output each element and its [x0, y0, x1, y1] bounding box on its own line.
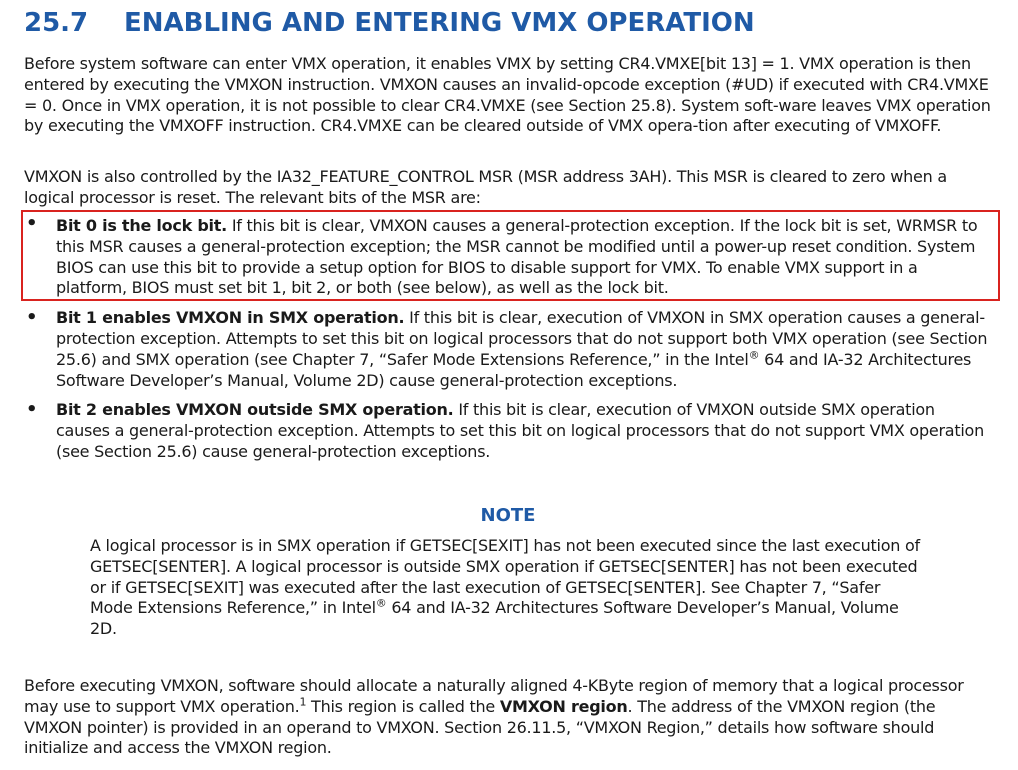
bit0-lead: Bit 0 is the lock bit.	[56, 216, 227, 235]
note-text: A logical processor is in SMX operation if GETSEC[SEXIT] has not been executed since the last execution of GETSEC[SENTER]. A logical processor is outside SMX operation if GETSEC[SENTER] has not been executed or if GETSEC[SEXIT] was executed after the last execution of GETSEC[SENTER]. See Chapter 7, “Safer Mode Extensions Reference,” in Intel	[90, 536, 920, 618]
note-title: NOTE	[480, 505, 536, 526]
vmxon-region-term: VMXON region	[499, 696, 628, 716]
registered-mark: ®	[748, 348, 760, 362]
para3-text-end: . The address of the VMXON region (the VMXON pointer) is provided in an operand to VMXON. Section 26.11.5, “VMXON Region,” details how software should initialize and access the VMXON region.	[24, 696, 936, 758]
para3-text-cont: This region is called the	[306, 696, 500, 716]
paragraph-intro: Before system software can enter VMX operation, it enables VMX by setting CR4.VMXE[bit 13] = 1. VMX operation is then entered by executing the VMXON instruction. VMXON causes an invalid-opcode exception (#UD) if executed with CR4.VMXE = 0. Once in VMX operation, it is not possible to clear CR4.VMXE (see Section 25.8). System soft-ware leaves VMX operation by executing the VMXOFF instruction. CR4.VMXE can be cleared outside of VMX opera-tion after executing of VMXOFF.	[24, 54, 991, 136]
section-number: 25.7	[24, 8, 89, 38]
bullet-glyph: •	[26, 399, 38, 421]
bit1-lead: Bit 1 enables VMXON in SMX operation.	[56, 308, 405, 328]
bullet-glyph: •	[26, 213, 38, 234]
bit1-text: If this bit is clear, execution of VMXON in SMX operation causes a general-protection exception. Attempts to set this bit on logical processors that do not support both VMX operation (see Section 25.6) and SMX operation (see Chapter 7, “Safer Mode Extensions Reference,” in the Intel	[56, 308, 988, 369]
bullet-glyph: •	[26, 307, 38, 329]
bit2-lead: Bit 2 enables VMXON outside SMX operation.	[56, 400, 454, 420]
highlight-box	[21, 210, 1000, 301]
section-heading	[24, 8, 755, 38]
paragraph-msr: VMXON is also controlled by the IA32_FEATURE_CONTROL MSR (MSR address 3AH). This MSR is cleared to zero when a logical processor is reset. The relevant bits of the MSR are:	[24, 167, 947, 207]
list-item-bit2	[24, 400, 996, 462]
section-title: ENABLING AND ENTERING VMX OPERATION	[124, 8, 755, 38]
registered-mark: ®	[375, 597, 387, 611]
bit0-text: If this bit is clear, VMXON causes a general-protection exception. If the lock bit is set, WRMSR to this MSR causes a general-protection exception; the MSR cannot be modified until a power-up reset condition. System BIOS can use this bit to provide a setup option for BIOS to disable support for VMX. To enable VMX support in a platform, BIOS must set bit 1, bit 2, or both (see below), as well as the lock bit.	[56, 216, 978, 298]
note-text-cont: 64 and IA-32 Architectures Software Developer’s Manual, Volume 2D.	[90, 598, 899, 639]
bit2-text: If this bit is clear, execution of VMXON outside SMX operation causes a general-protection exception. Attempts to set this bit on logical processors that do not support VMX operation (see Section 25.6) cause general-protection exceptions.	[56, 400, 984, 461]
list-item-bit1	[24, 308, 996, 391]
note-body	[90, 536, 920, 640]
para3-text: Before executing VMXON, software should allocate a naturally aligned 4-KByte region of memory that a logical processor may use to support VMX operation.	[24, 676, 964, 716]
bit1-text-cont: 64 and IA-32 Architectures Software Developer’s Manual, Volume 2D) cause general-protection exceptions.	[56, 349, 972, 390]
paragraph-vmxon-region	[24, 676, 992, 759]
footnote-ref[interactable]: 1	[299, 695, 307, 709]
